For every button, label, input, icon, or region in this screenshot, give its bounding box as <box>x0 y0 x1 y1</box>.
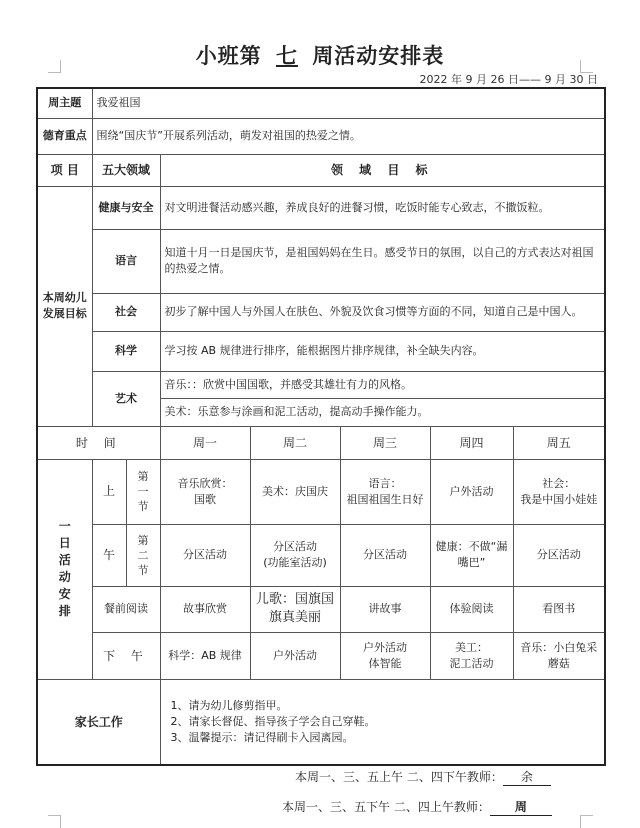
week-number: 七 <box>276 44 298 68</box>
reading-thu: 体验阅读 <box>430 586 513 632</box>
p2-wed: 分区活动 <box>340 524 430 586</box>
moral-value: 围绕“国庆节”开展系列活动，萌发对祖国的热爱之情。 <box>92 118 605 154</box>
page-title <box>0 40 640 70</box>
goal-social: 初步了解中国人与外国人在肤色、外貌及饮食习惯等方面的不同，知道自己是中国人。 <box>160 293 605 331</box>
pm-fri: 音乐：小白兔采蘑菇 <box>513 632 605 679</box>
parents-list <box>160 679 605 765</box>
parents-label: 家长工作 <box>37 679 160 765</box>
goal-health: 对文明进餐活动感兴趣，养成良好的进餐习惯，吃饭时能专心致志，不撒饭粒。 <box>160 186 605 229</box>
time-header: 时 间 <box>37 426 160 459</box>
footer-line-1-text: 本周一、三、五上午 二、四下午教师： <box>295 770 503 784</box>
goal-art-fine: 美术：乐意参与涂画和泥工活动，提高动手操作能力。 <box>160 398 605 426</box>
p2-tue: 分区活动 (功能室活动) <box>250 524 340 586</box>
p1-tue: 美术：庆国庆 <box>250 459 340 524</box>
pm-tue: 户外活动 <box>250 632 340 679</box>
footer-line-1 <box>295 768 551 786</box>
parents-item-3: 3、温馨提示：请记得刷卡入园离园。 <box>170 730 354 744</box>
afternoon-label: 下 午 <box>92 632 160 679</box>
domain-art: 艺术 <box>92 371 160 426</box>
domain-social: 社会 <box>92 293 160 331</box>
theme-value: 我爱祖国 <box>92 88 605 118</box>
period2-text: 第二节 <box>137 533 149 577</box>
daily-schedule-text: 一日活动安排 <box>58 519 71 618</box>
p2-fri: 分区活动 <box>513 524 605 586</box>
day-header-wed: 周三 <box>340 426 430 459</box>
pm-thu: 美工： 泥工活动 <box>430 632 513 679</box>
p1-thu: 户外活动 <box>430 459 513 524</box>
day-header-fri: 周五 <box>513 426 605 459</box>
parents-item-1: 1、请为幼儿修剪指甲。 <box>170 698 288 712</box>
targets-header: 领 域 目 标 <box>160 154 605 186</box>
reading-mon: 故事欣赏 <box>160 586 250 632</box>
pm-wed: 户外活动 体智能 <box>340 632 430 679</box>
schedule-table <box>36 87 606 766</box>
daily-schedule-label <box>37 459 92 679</box>
date-range: 2022 年 9 月 26 日—— 9 月 30 日 <box>419 73 598 86</box>
reading-wed: 讲故事 <box>340 586 430 632</box>
morning-label-bottom: 午 <box>92 524 126 586</box>
domain-language: 语言 <box>92 229 160 293</box>
period2-label <box>126 524 160 586</box>
item-header: 项 目 <box>37 154 92 186</box>
goal-art-music: 音乐：：欣赏中国国歌，并感受其雄壮有力的风格。 <box>160 371 605 398</box>
footer-line-2 <box>282 798 552 816</box>
day-header-thu: 周四 <box>430 426 513 459</box>
day-header-tue: 周二 <box>250 426 340 459</box>
p2-thu: 健康：不做“漏嘴巴” <box>430 524 513 586</box>
domains-header: 五大领域 <box>92 154 160 186</box>
reading-fri: 看图书 <box>513 586 605 632</box>
theme-label: 周主题 <box>37 88 92 118</box>
p1-fri: 社会： 我是中国小娃娃 <box>513 459 605 524</box>
teacher-signature-1: 余 <box>503 768 551 786</box>
domain-health: 健康与安全 <box>92 186 160 229</box>
corner-mark-bottom-left <box>48 815 61 828</box>
moral-label: 德育重点 <box>37 118 92 154</box>
day-header-mon: 周一 <box>160 426 250 459</box>
goal-language: 知道十月一日是国庆节，是祖国妈妈在生日。感受节日的氛围，以自己的方式表达对祖国的热爱之情。 <box>160 229 605 293</box>
reading-label: 餐前阅读 <box>92 586 160 632</box>
goal-science: 学习按 AB 规律进行排序，能根据图片排序规律，补全缺失内容。 <box>160 331 605 371</box>
corner-mark-bottom-right <box>580 815 593 828</box>
parents-item-2: 2、请家长督促、指导孩子学会自己穿鞋。 <box>170 714 376 728</box>
morning-label-top: 上 <box>92 459 126 524</box>
period1-label <box>126 459 160 524</box>
title-prefix: 小班第 <box>195 44 262 68</box>
teacher-signature-2: 周 <box>490 798 552 816</box>
p1-mon: 音乐欣赏： 国歌 <box>160 459 250 524</box>
p2-mon: 分区活动 <box>160 524 250 586</box>
period1-text: 第一节 <box>137 470 149 513</box>
pm-mon: 科学：AB 规律 <box>160 632 250 679</box>
goals-label: 本周幼儿发展目标 <box>37 186 92 426</box>
footer-line-2-text: 本周一、三、五下午 二、四上午教师： <box>282 800 490 814</box>
title-suffix: 周活动安排表 <box>312 44 445 68</box>
domain-science: 科学 <box>92 331 160 371</box>
reading-tue: 儿歌：国旗国旗真美丽 <box>250 586 340 632</box>
p1-wed: 语言： 祖国祖国生日好 <box>340 459 430 524</box>
